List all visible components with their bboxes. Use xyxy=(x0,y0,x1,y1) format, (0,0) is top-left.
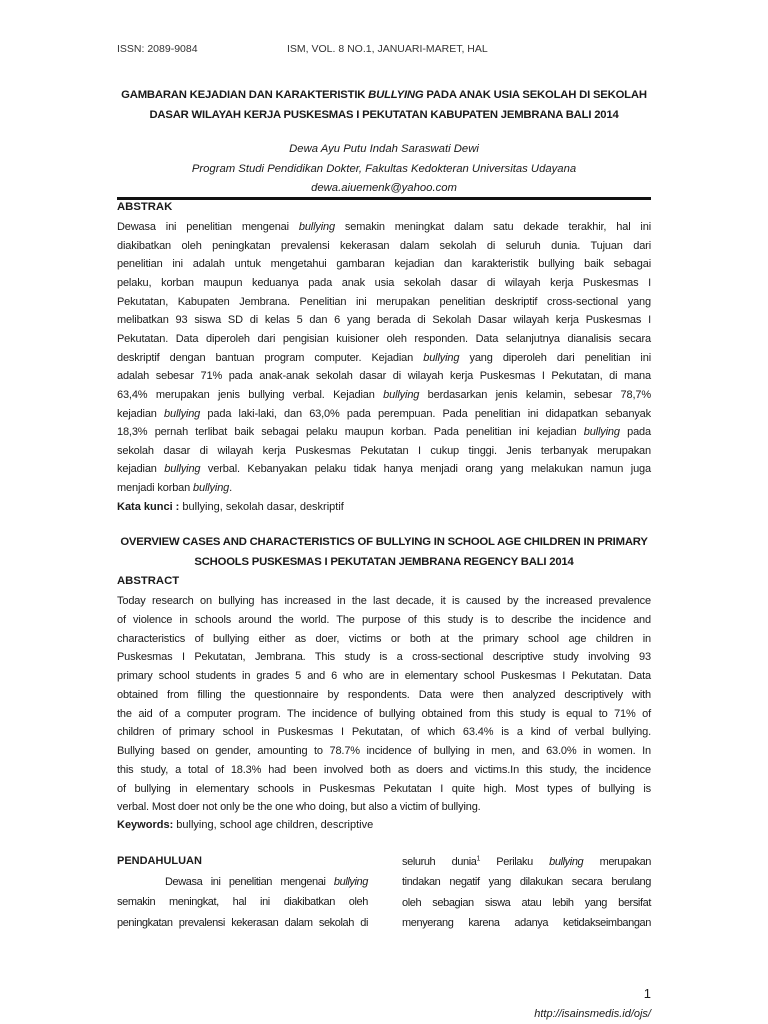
text-line xyxy=(117,425,651,439)
kata-kunci-label: Kata kunci : xyxy=(117,501,180,513)
text-segment: tindakan negatif yang dilakukan secara berulang xyxy=(402,876,651,889)
text-line xyxy=(117,895,368,909)
text-segment: penelitian ini adalah untuk mengetahui gambaran kejadian dan karakteristik bullying baik sebagai xyxy=(117,258,651,271)
text-line xyxy=(402,896,651,910)
text-segment: pada xyxy=(619,426,651,439)
journal-info: ISM, VOL. 8 NO.1, JANUARI-MARET, HAL xyxy=(287,43,488,55)
text-segment: oleh sebagian siswa atau lebih yang bersifat xyxy=(402,896,651,909)
text-line xyxy=(117,276,651,290)
text-line xyxy=(117,650,651,664)
text-segment: Dewasa ini penelitian mengenai xyxy=(117,221,299,233)
text-segment: Puskesmas I Pekutatan, Jembrana. This study is a cross-sectional descriptive study involving 93 xyxy=(117,651,651,664)
abstract-heading: ABSTRACT xyxy=(117,575,180,587)
footnote-ref: 1 xyxy=(476,855,480,863)
title-en-line1: OVERVIEW CASES AND CHARACTERISTICS OF BULLYING IN SCHOOL AGE CHILDREN IN PRIMARY xyxy=(120,536,648,548)
text-segment: pelaku, korban maupun keduanya pada anak usia sekolah dasar di wilayah kerja Puskesmas I xyxy=(117,276,651,289)
text-line xyxy=(117,594,651,608)
text-segment: this study, a total of 18.3% had been involved both as doers and victims.In this study, the incidence xyxy=(117,763,651,776)
text-segment: obtained from filling the questionnaire by respondents. Data were then analyzed descriptively with xyxy=(117,688,651,701)
text-segment: menyerang karena adanya ketidakseimbangan xyxy=(402,916,651,929)
italic-term: bullying xyxy=(193,482,230,495)
text-segment: of violence in schools around the world. The purpose of this study is to describe the incidence and xyxy=(117,613,651,626)
page-number: 1 xyxy=(643,986,651,1001)
text-line xyxy=(402,875,651,889)
author: Dewa Ayu Putu Indah Saraswati Dewi xyxy=(289,143,479,155)
title-id-line1 xyxy=(117,89,651,101)
text-line xyxy=(117,257,651,271)
text-segment: pada laki-laki, dan 63,0% pada perempuan. Pada penelitian ini didapatkan sebanyak xyxy=(200,407,651,420)
text-segment: adalah sebesar 71% pada anak-anak sekolah dasar di wilayah kerja Puskesmas I Pekutatan, di mana xyxy=(117,370,651,383)
title-text: GAMBARAN KEJADIAN DAN KARAKTERISTIK xyxy=(121,89,369,101)
email: dewa.aiuemenk@yahoo.com xyxy=(311,182,457,194)
text-segment: Pekutatan. Data diperoleh dari pengisian kuisioner oleh responden. Data selanjutnya dianalisis secara xyxy=(117,332,651,345)
italic-term: bullying xyxy=(423,351,460,364)
text-line xyxy=(117,707,651,721)
text-segment: the aid of a computer program. The incidence of bullying obtained from this study is equal to 71% of xyxy=(117,707,651,720)
divider xyxy=(117,197,651,200)
text-segment: Pekutatan, Kabupaten Jembrana. Penelitian ini merupakan penelitian deskriptif cross-sectional yang xyxy=(117,295,651,308)
text-line xyxy=(117,613,651,627)
text-line xyxy=(402,855,651,869)
text-line xyxy=(117,351,651,365)
title-text: PADA ANAK USIA SEKOLAH DI SEKOLAH xyxy=(423,89,647,101)
text-segment: semakin meningkat, hal ini diakibatkan oleh xyxy=(117,896,368,909)
text-segment: kejadian xyxy=(117,407,165,420)
title-en-line2: SCHOOLS PUSKESMAS I PEKUTATAN JEMBRANA REGENCY BALI 2014 xyxy=(194,556,574,568)
text-line xyxy=(117,444,651,458)
text-line xyxy=(165,875,368,889)
text-line xyxy=(117,388,651,402)
italic-term: bullying xyxy=(583,426,620,439)
text-line xyxy=(117,916,368,930)
italic-term: bullying xyxy=(164,407,201,420)
italic-term: bullying xyxy=(298,221,335,233)
text-segment: Bullying based on gender, amounting to 78.7% incidence of bullying in men, and 63.0% in women. In xyxy=(117,745,651,757)
italic-term: bullying xyxy=(383,388,420,401)
text-segment: kejadian xyxy=(117,463,165,476)
italic-term: bullying xyxy=(333,876,368,888)
italic-term: bullying xyxy=(164,463,201,476)
text-segment: primary school students in grades 5 and 6 who are in elementary school Puskesmas I Pekutatan. Data xyxy=(117,670,651,682)
text-line xyxy=(117,688,651,702)
text-segment: menjadi korban xyxy=(117,482,194,495)
text-segment: verbal. Most doer not only be the one who doing, but also a victim of bullying. xyxy=(117,801,481,814)
text-line xyxy=(117,369,651,383)
keywords-value: bullying, school age children, descriptive xyxy=(173,819,374,831)
text-line xyxy=(117,725,651,739)
text-line xyxy=(117,332,651,346)
text-segment: semakin meningkat dalam satu dekade terakhir, hal ini xyxy=(334,221,651,233)
issn: ISSN: 2089-9084 xyxy=(117,43,198,55)
text-line xyxy=(117,763,651,777)
text-segment: diakibatkan oleh peningkatan prevalensi kekerasan dalam sekolah di seluruh dunia. Tujuan dari xyxy=(117,239,651,252)
text-segment: Dewasa ini penelitian mengenai xyxy=(165,876,334,888)
text-segment: melibatkan 93 siswa SD di kelas 5 dan 6 yang berada di Sekolah Dasar wilayah kerja Puskesmas I xyxy=(117,314,651,327)
text-line xyxy=(117,220,651,234)
text-line xyxy=(117,481,651,495)
text-line xyxy=(117,462,651,476)
italic-term: bullying xyxy=(549,856,584,868)
text-segment: . xyxy=(229,482,233,495)
text-segment: deskriptif dengan bantuan program computer. Kejadian xyxy=(117,351,424,364)
keywords xyxy=(117,819,373,831)
text-segment: peningkatan prevalensi kekerasan dalam sekolah di xyxy=(117,916,368,929)
text-line xyxy=(117,744,651,758)
text-line xyxy=(117,295,651,309)
text-line xyxy=(117,632,651,646)
text-segment: 63,4% merupakan jenis bullying verbal. Kejadian xyxy=(117,388,384,401)
journal-url: http://isainsmedis.id/ojs/ xyxy=(534,1008,651,1020)
text-segment: seluruh dunia xyxy=(402,856,477,868)
affiliation: Program Studi Pendidikan Dokter, Fakultas Kedokteran Universitas Udayana xyxy=(191,163,577,175)
text-segment: yang diperoleh dari penelitian ini xyxy=(459,351,651,364)
text-line xyxy=(117,669,651,683)
title-italic: BULLYING xyxy=(368,89,424,101)
pendahuluan-heading: PENDAHULUAN xyxy=(117,855,202,867)
abstrak-heading: ABSTRAK xyxy=(117,201,173,213)
text-segment: Today research on bullying has increased in the last decade, it is caused by the increased prevalence xyxy=(117,595,651,607)
text-segment: 18,3% pernah terlibat baik sebagai pelaku maupun korban. Pada penelitian ini kejadian xyxy=(117,426,584,439)
text-segment: sekolah dasar di wilayah kerja Puskesmas Pekutatan I cukup tinggi. Jenis terbanyak merupakan xyxy=(117,444,651,457)
kata-kunci xyxy=(117,501,344,513)
text-line xyxy=(117,313,651,327)
text-line xyxy=(402,916,651,930)
text-segment: children of primary school in Puskesmas I Pekutatan, of which 63.4% is a kind of verbal bullying. xyxy=(117,726,651,739)
kata-kunci-value: bullying, sekolah dasar, deskriptif xyxy=(179,501,344,513)
text-line xyxy=(117,239,651,253)
text-line xyxy=(117,800,651,814)
text-segment: merupakan xyxy=(583,856,651,868)
title-id-line2: DASAR WILAYAH KERJA PUSKESMAS I PEKUTATAN KABUPATEN JEMBRANA BALI 2014 xyxy=(149,109,619,121)
text-line xyxy=(117,407,651,421)
text-segment: characteristics of bullying either as doer, victims or both at the primary school age children in xyxy=(117,632,651,645)
text-segment: verbal. Kebanyakan pelaku tidak hanya menjadi orang yang melakukan namun juga xyxy=(200,463,651,476)
text-segment: berdasarkan jenis kelamin, sebesar 78,7% xyxy=(419,388,651,401)
text-line xyxy=(117,782,651,796)
text-segment: of bullying in elementary schools in Puskesmas Pekutatan I quite high. Most types of bullying is xyxy=(117,782,651,795)
keywords-label: Keywords: xyxy=(117,819,174,831)
text-segment: Perilaku xyxy=(480,856,550,868)
